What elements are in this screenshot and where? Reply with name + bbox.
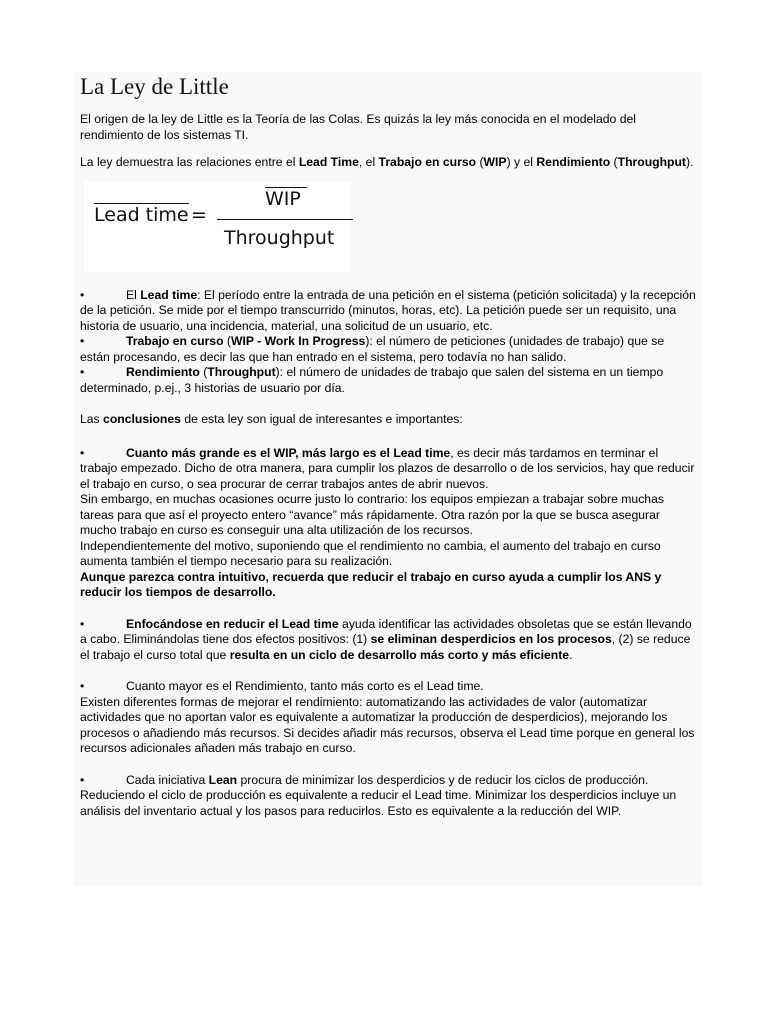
conclusion-text: Cuanto mayor es el Rendimiento, tanto más corto es el Lead time. — [126, 679, 484, 693]
term-wip: Trabajo en curso — [378, 155, 477, 169]
term-throughput: Throughput — [617, 155, 686, 169]
list-item — [80, 773, 696, 789]
text-run: ( — [610, 155, 618, 169]
bullet-icon: • — [80, 445, 85, 460]
relations-paragraph — [80, 155, 696, 171]
text-run: ). — [685, 155, 694, 169]
term-rendimiento: Rendimiento — [536, 155, 611, 169]
document-page — [73, 72, 703, 885]
conclusion-paragraph: Independientemente del motivo, suponiendo que el rendimiento no cambia, el aumento del trabajo en curso aumenta también el tiempo necesario para su realización. — [80, 538, 661, 568]
bullet-icon: • — [80, 772, 85, 787]
list-item — [80, 679, 696, 695]
formula-numerator: WIP — [265, 187, 301, 210]
bullet-icon: • — [80, 616, 85, 631]
fraction-bar — [217, 219, 353, 221]
conclusion-emphasis: se eliminan desperdicios en los procesos — [370, 632, 612, 646]
text-run: ) y el — [506, 155, 537, 169]
definition-term: Rendimiento — [126, 365, 200, 379]
conclusion-heading: Cuanto más grande es el WIP, más largo es el Lead time — [126, 445, 451, 460]
text-run: ( — [199, 365, 208, 379]
bullet-icon: • — [80, 679, 85, 693]
conclusion-paragraph: Reduciendo el ciclo de producción es equivalente a reducir el Lead time. Minimizar los desperdicios incluye un análisis del inventario actual y los pasos para reducirlos. Esto es equivalente a la reducción del WIP. — [80, 788, 677, 818]
term-wip-abbr: WIP — [483, 155, 507, 169]
text-run: . — [569, 647, 573, 662]
definition-text: ): el número de peticiones (unidades de trabajo) que se están procesando, es decir las que han entrado en el sistema, pero todavía no han salido. — [80, 334, 665, 364]
little-law-formula-image — [84, 182, 351, 272]
conclusion-text: , (2) se reduce el trabajo el curso total que — [80, 632, 691, 662]
conclusion-text: Cada iniciativa — [126, 772, 209, 787]
bullet-icon: • — [80, 334, 85, 348]
conclusion-text: , es decir más tardamos en terminar el trabajo empezado. Dicho de otra manera, para cumplir los plazos de desarrollo o de los servicios, hay que reducir el trabajo en curso, o sea procurar de cerrar trabajos antes de abrir nuevos. — [80, 445, 695, 491]
text-run: ( — [476, 155, 484, 169]
definition-text: : El período entre la entrada de una petición en el sistema (petición solicitada) y la recepción de la petición. Se mide por el tiempo transcurrido (minutos, horas, etc). La petición puede ser un requisito, una historia de usuario, una incidencia, material, una solicitud de un usuario, etc. — [80, 287, 696, 333]
text-run: Las — [80, 412, 104, 426]
formula-equals: = — [191, 203, 207, 226]
conclusion-paragraph: Sin embargo, en muchas ocasiones ocurre justo lo contrario: los equipos empiezan a trabajar sobre muchas tareas para que así el proyecto entero “avance” más rápidamente. Otra razón por la que se busca asegurar mucho trabajo en curso es conseguir una alta utilización de los recursos. — [80, 492, 664, 537]
term-lean: Lean — [208, 772, 238, 787]
conclusion-text: procura de minimizar los desperdicios y de reducir los ciclos de producción. — [237, 772, 649, 787]
text-run: ( — [223, 334, 231, 348]
text-run: , el — [358, 155, 379, 169]
bullet-icon: • — [80, 287, 85, 302]
emphasis-text: Aunque parezca contra intuitivo, recuerda que reducir el trabajo en curso ayuda a cumplir los ANS y reducir los tiempos de desarrollo. — [80, 569, 662, 599]
list-item — [80, 334, 696, 365]
definition-term: Lead time — [140, 287, 198, 302]
definition-text: ): el número de unidades de trabajo que salen del sistema en un tiempo determinado, p.ej., 3 historias de usuario por día. — [80, 365, 664, 395]
formula-lhs: Lead time — [94, 203, 189, 226]
text-run: El — [126, 287, 141, 302]
conclusion-paragraph: Existen diferentes formas de mejorar el rendimiento: automatizando las actividades de valor (automatizar actividades que no aportan valor es equivalente a automatizar la producción de desperdicios), mejorando los procesos o añadiendo más recursos. Si decides añadir más recursos, observa el Lead time porque en general los recursos adicionales añaden más trabajo en curso. — [80, 694, 695, 755]
intro-paragraph: El origen de la ley de Little es la Teoría de las Colas. Es quizás la ley más conocida en el modelado del rendimiento de los sistemas TI. — [80, 112, 636, 142]
conclusion-emphasis — [80, 570, 696, 601]
list-item — [80, 365, 696, 396]
conclusion-emphasis: resulta en un ciclo de desarrollo más corto y más eficiente — [229, 647, 570, 662]
list-item — [80, 446, 696, 493]
definition-term: WIP - Work In Progress — [230, 334, 366, 348]
page-title: La Ley de Little — [80, 74, 229, 99]
list-item — [80, 617, 696, 664]
conclusion-heading: Enfocándose en reducir el Lead time — [126, 616, 339, 631]
conclusion-4 — [80, 773, 696, 820]
list-item — [80, 288, 696, 335]
definition-term: Throughput — [207, 365, 276, 379]
formula-denominator: Throughput — [224, 226, 335, 249]
conclusion-3 — [80, 679, 696, 757]
conclusion-text: ayuda identificar las actividades obsoletas que se están llevando a cabo. Eliminándolas tiene dos efectos positivos: (1) — [80, 616, 692, 646]
text-run: La ley demuestra las relaciones entre el — [80, 155, 299, 169]
text-run: de esta ley son igual de interesantes e importantes: — [180, 412, 463, 426]
definitions-list — [80, 288, 696, 397]
definition-term: Trabajo en curso — [126, 334, 224, 348]
term-lead-time: Lead Time — [298, 155, 359, 169]
term-conclusiones: conclusiones — [103, 412, 181, 426]
bullet-icon: • — [80, 365, 85, 379]
conclusion-1 — [80, 446, 696, 601]
conclusion-2 — [80, 617, 696, 664]
conclusions-intro — [80, 412, 696, 428]
